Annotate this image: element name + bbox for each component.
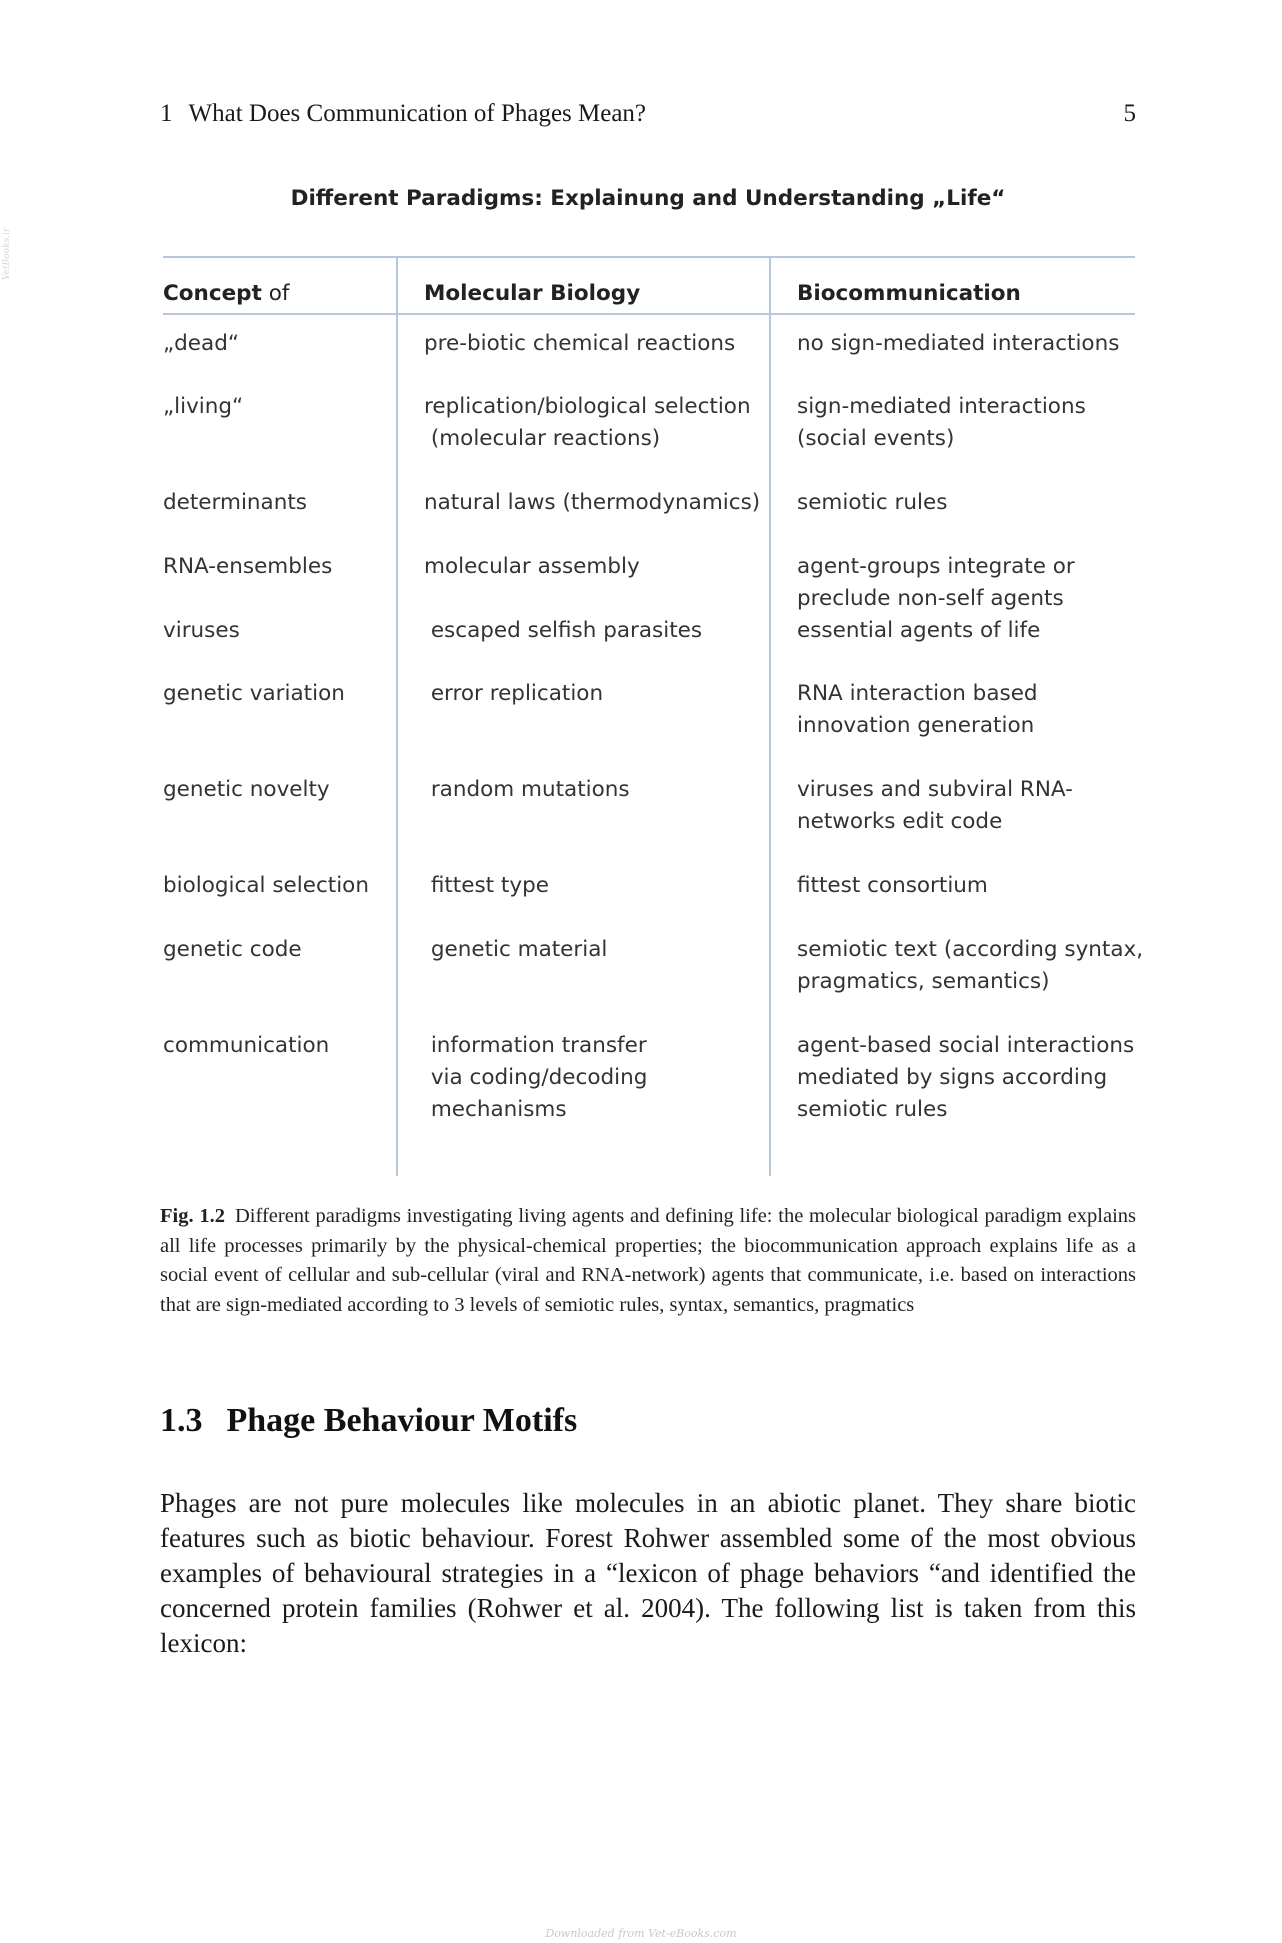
section-title: Phage Behaviour Motifs bbox=[226, 1402, 578, 1439]
concept-cell bbox=[163, 934, 302, 966]
figure-title: Different Paradigms: Explainung and Understanding „Life“ bbox=[290, 186, 1006, 211]
side-watermark: VetBooks.ir bbox=[2, 227, 12, 280]
running-head-chapter bbox=[160, 100, 646, 128]
concept-cell bbox=[163, 870, 369, 902]
biocommunication-cell bbox=[797, 487, 947, 519]
table-column-divider-1 bbox=[396, 256, 398, 1176]
biocommunication-cell-line: mediated by signs according bbox=[797, 1065, 1108, 1090]
concept-cell-line: genetic novelty bbox=[163, 777, 330, 802]
concept-cell bbox=[163, 391, 243, 423]
concept-cell-line: genetic variation bbox=[163, 681, 345, 706]
concept-cell-line: communication bbox=[163, 1033, 330, 1058]
molecular-biology-cell-line: fittest type bbox=[424, 873, 549, 898]
molecular-biology-cell-line: (molecular reactions) bbox=[424, 426, 661, 451]
concept-cell bbox=[163, 678, 345, 710]
molecular-biology-cell-line: random mutations bbox=[424, 777, 630, 802]
biocommunication-cell-line: networks edit code bbox=[797, 809, 1003, 834]
molecular-biology-cell-line: pre-biotic chemical reactions bbox=[424, 331, 736, 356]
biocommunication-cell bbox=[797, 391, 1086, 455]
molecular-biology-cell-line: genetic material bbox=[424, 937, 608, 962]
molecular-biology-cell-line: mechanisms bbox=[424, 1097, 567, 1122]
concept-cell bbox=[163, 615, 240, 647]
concept-cell bbox=[163, 774, 330, 806]
chapter-title: What Does Communication of Phages Mean? bbox=[188, 100, 647, 127]
chapter-number: 1 bbox=[160, 100, 173, 127]
header-concept-bold: Concept bbox=[163, 281, 262, 306]
molecular-biology-cell-line: escaped selfish parasites bbox=[424, 618, 703, 643]
header-biocommunication: Biocommunication bbox=[797, 281, 1021, 306]
header-molecular-biology: Molecular Biology bbox=[424, 281, 641, 306]
biocommunication-cell bbox=[797, 1030, 1134, 1126]
table-column-divider-2 bbox=[769, 256, 771, 1176]
molecular-biology-cell bbox=[424, 1030, 647, 1126]
biocommunication-cell-line: RNA interaction based bbox=[797, 681, 1038, 706]
paradigm-table bbox=[163, 256, 1144, 1176]
biocommunication-cell bbox=[797, 870, 988, 902]
molecular-biology-cell bbox=[424, 678, 603, 710]
concept-cell-line: RNA-ensembles bbox=[163, 554, 333, 579]
concept-cell-line: viruses bbox=[163, 618, 240, 643]
concept-cell-line: genetic code bbox=[163, 937, 302, 962]
molecular-biology-cell bbox=[424, 774, 630, 806]
biocommunication-cell bbox=[797, 551, 1075, 615]
running-head bbox=[160, 100, 1136, 128]
body-paragraph: Phages are not pure molecules like molecules in an abiotic planet. They share biotic features such as biotic behaviour. Forest Rohwer assembled some of the most obvious examples of behavioural strategies in a “lexicon of phage behaviors “and identified the concerned protein families (Rohwer et al. 2004). The following list is taken from this lexicon: bbox=[160, 1488, 1136, 1658]
biocommunication-cell-line: agent-groups integrate or bbox=[797, 554, 1075, 579]
footer-watermark: Downloaded from Vet-eBooks.com bbox=[545, 1927, 737, 1940]
biocommunication-cell bbox=[797, 934, 1143, 998]
table-top-rule bbox=[163, 256, 1135, 258]
concept-cell bbox=[163, 487, 307, 519]
biocommunication-cell-line: semiotic text (according syntax, bbox=[797, 937, 1144, 962]
concept-cell bbox=[163, 1030, 329, 1062]
biocommunication-cell-line: (social events) bbox=[797, 426, 955, 451]
molecular-biology-cell bbox=[424, 551, 640, 583]
molecular-biology-cell-line: molecular assembly bbox=[424, 554, 640, 579]
biocommunication-cell-line: essential agents of life bbox=[797, 618, 1041, 643]
biocommunication-cell-line: preclude non-self agents bbox=[797, 586, 1064, 611]
section-number: 1.3 bbox=[160, 1402, 203, 1439]
biocommunication-cell bbox=[797, 328, 1119, 360]
molecular-biology-cell-line: replication/biological selection bbox=[424, 394, 751, 419]
molecular-biology-cell bbox=[424, 615, 702, 647]
biocommunication-cell-line: semiotic rules bbox=[797, 1097, 948, 1122]
section-heading bbox=[160, 1402, 577, 1440]
molecular-biology-cell bbox=[424, 391, 751, 455]
caption-text: Different paradigms investigating living agents and defining life: the molecular biological paradigm explains all life processes primarily by the physical-chemical properties; the biocommunication approach explains life as a social event of cellular and sub-cellular (viral and RNA-network) agents that communicate, i.e. based on interactions that are sign-mediated according to 3 levels of semiotic rules, syntax, semantics, pragmatics bbox=[160, 1205, 1137, 1316]
figure-caption bbox=[160, 1202, 1136, 1320]
header-concept bbox=[163, 278, 289, 310]
biocommunication-cell-line: fittest consortium bbox=[797, 873, 988, 898]
molecular-biology-cell-line: via coding/decoding bbox=[424, 1065, 648, 1090]
biocommunication-cell-line: agent-based social interactions bbox=[797, 1033, 1135, 1058]
header-concept-light: of bbox=[261, 281, 290, 306]
concept-cell-line: biological selection bbox=[163, 873, 369, 898]
molecular-biology-cell bbox=[424, 934, 607, 966]
biocommunication-cell-line: sign-mediated interactions bbox=[797, 394, 1086, 419]
biocommunication-cell bbox=[797, 615, 1040, 647]
concept-cell-line: „living“ bbox=[163, 394, 244, 419]
biocommunication-cell bbox=[797, 678, 1038, 742]
caption-label: Fig. 1.2 bbox=[160, 1205, 225, 1227]
molecular-biology-cell bbox=[424, 487, 760, 519]
molecular-biology-cell-line: error replication bbox=[424, 681, 604, 706]
concept-cell bbox=[163, 551, 332, 583]
biocommunication-cell-line: pragmatics, semantics) bbox=[797, 969, 1050, 994]
molecular-biology-cell bbox=[424, 328, 735, 360]
concept-cell-line: determinants bbox=[163, 490, 307, 515]
biocommunication-cell-line: semiotic rules bbox=[797, 490, 948, 515]
concept-cell bbox=[163, 328, 239, 360]
molecular-biology-cell-line: natural laws (thermodynamics) bbox=[424, 490, 761, 515]
table-header-rule bbox=[163, 313, 1135, 315]
concept-cell-line: „dead“ bbox=[163, 331, 239, 356]
biocommunication-cell-line: no sign-mediated interactions bbox=[797, 331, 1120, 356]
biocommunication-cell-line: viruses and subviral RNA- bbox=[797, 777, 1073, 802]
biocommunication-cell-line: innovation generation bbox=[797, 713, 1035, 738]
biocommunication-cell bbox=[797, 774, 1073, 838]
molecular-biology-cell bbox=[424, 870, 549, 902]
molecular-biology-cell-line: information transfer bbox=[424, 1033, 647, 1058]
page-number: 5 bbox=[1123, 100, 1136, 127]
